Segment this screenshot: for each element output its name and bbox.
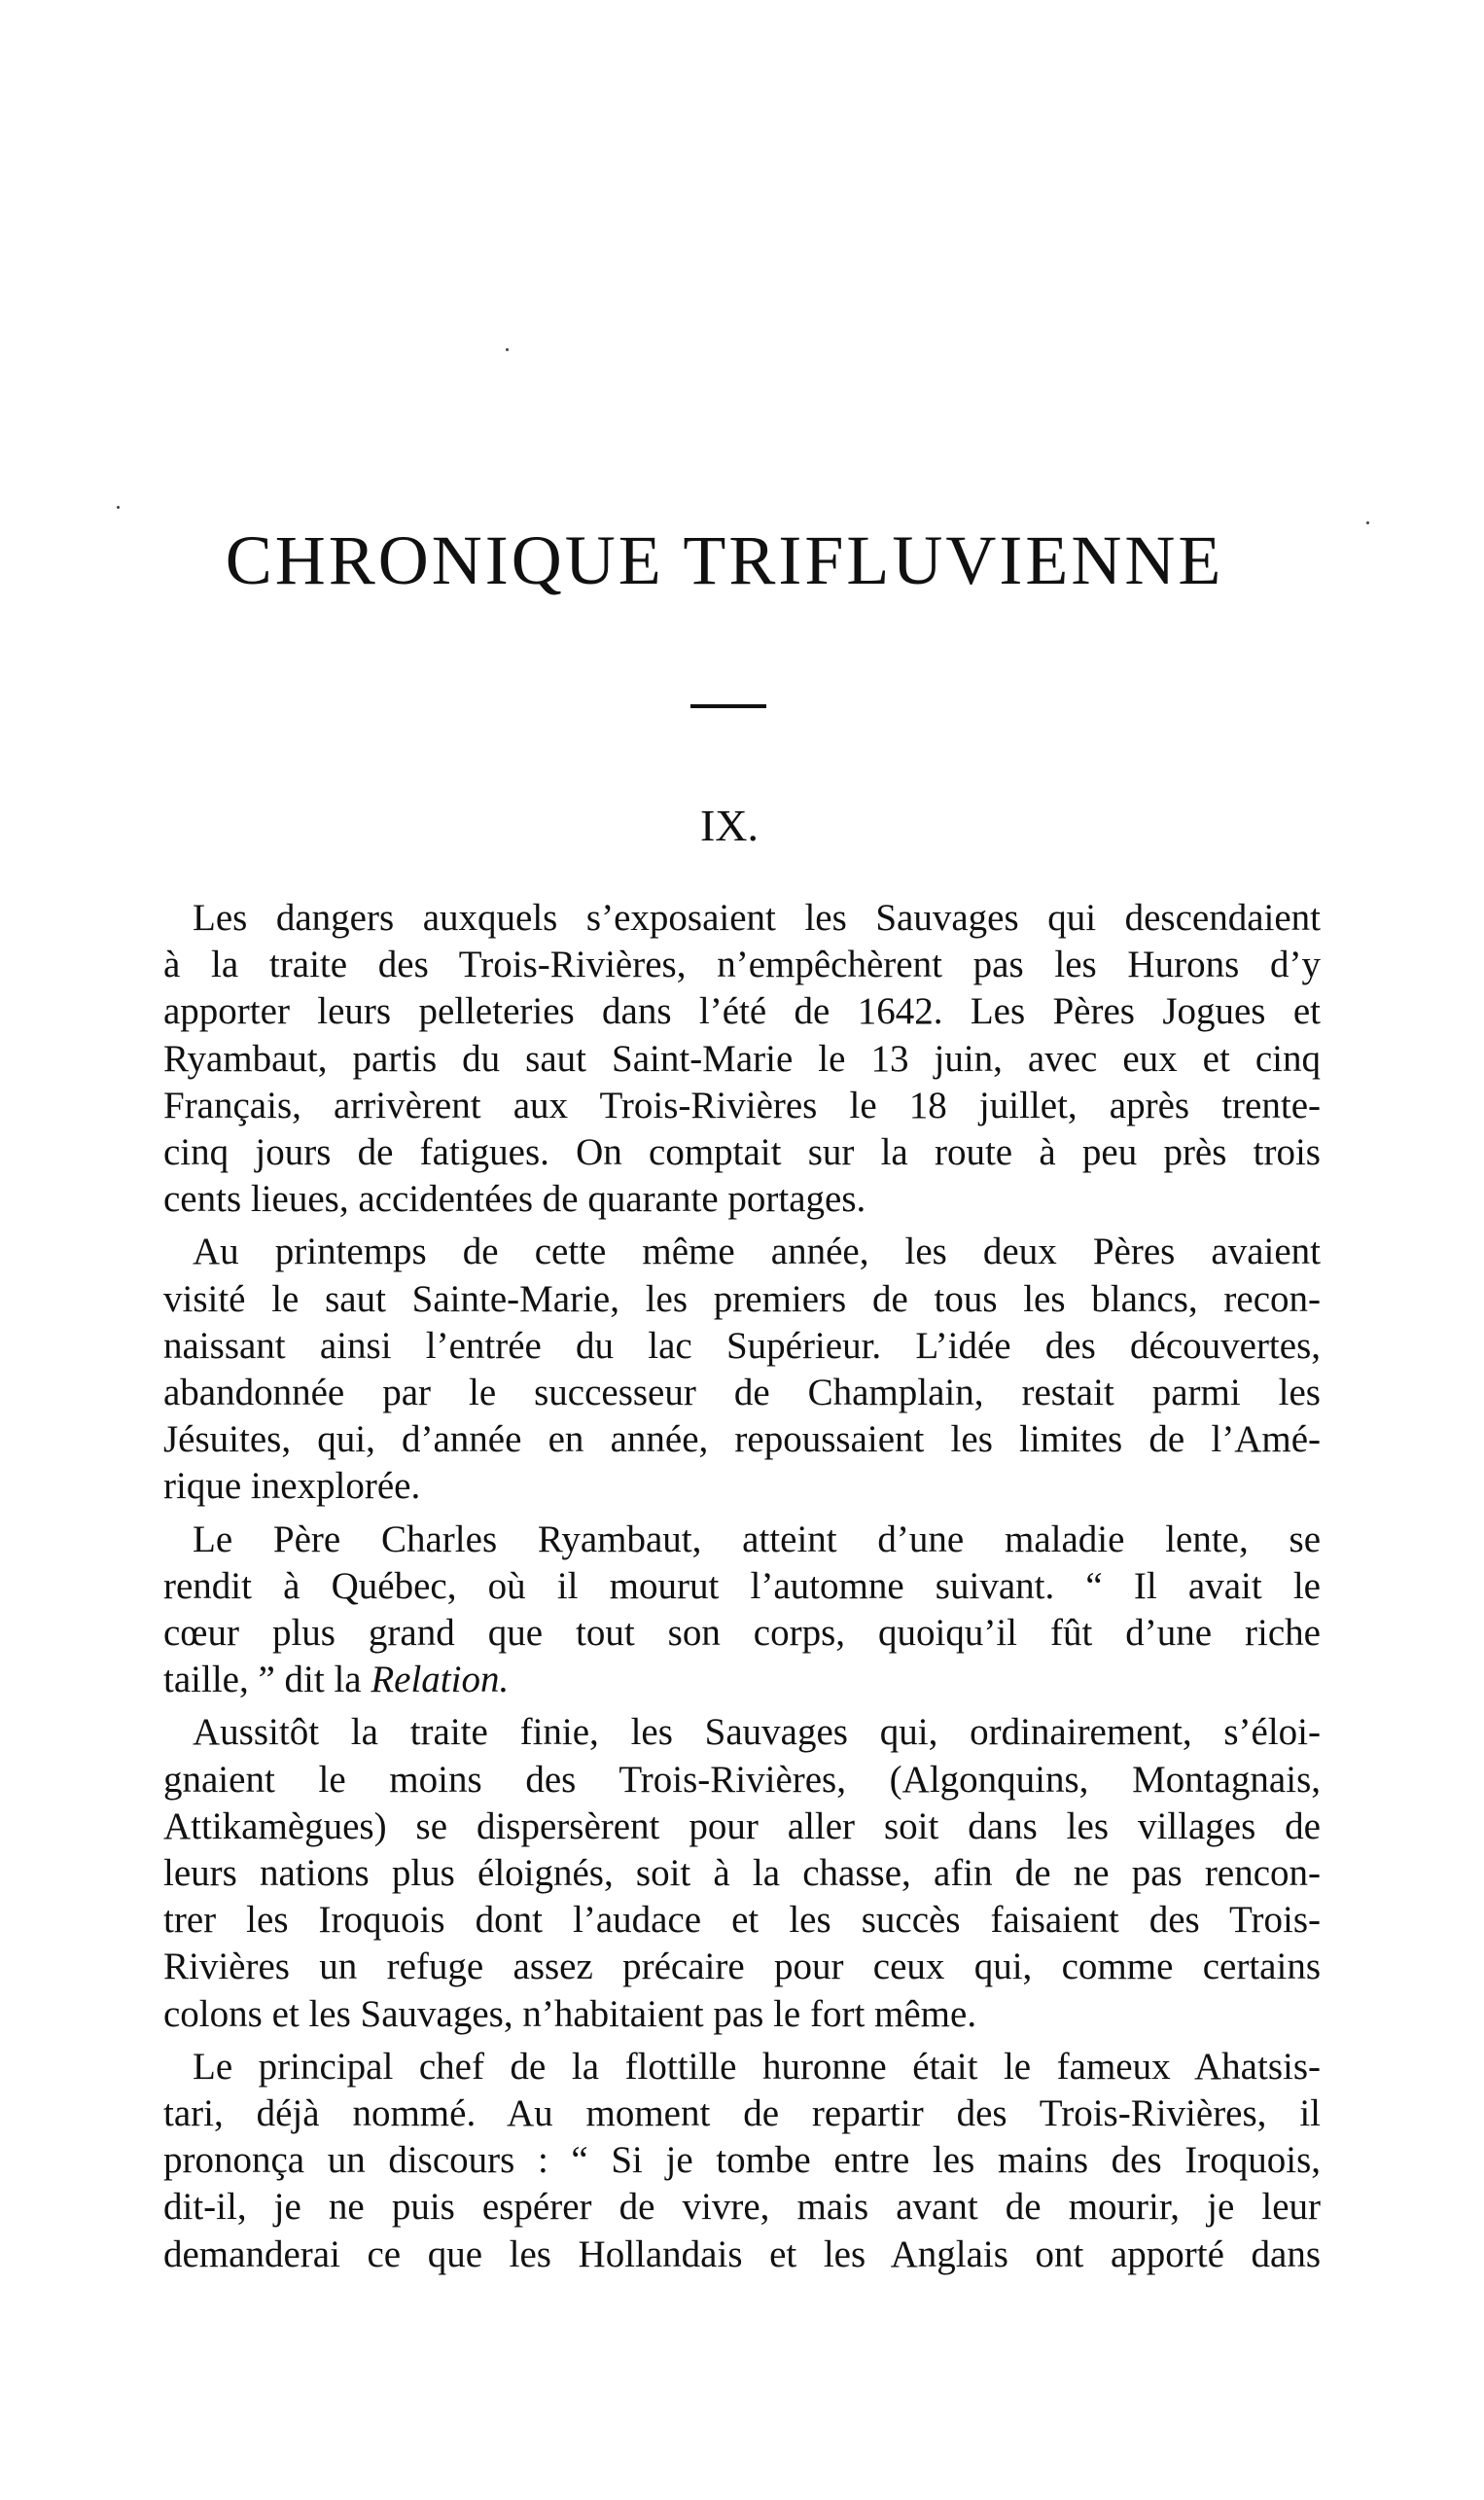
paragraph xyxy=(163,2044,1321,2278)
print-speck xyxy=(1366,521,1369,524)
text-line: demanderai ce que les Hollandais et les Anglais ont apporté dans xyxy=(163,2232,1321,2275)
text-line: colons et les Sauvages, n’habitaient pas le fort même. xyxy=(163,1992,977,2035)
text-line: apporter leurs pelleteries dans l’été de 1642. Les Pères Jogues et xyxy=(163,990,1321,1033)
text-line: trer les Iroquois dont l’audace et les succès faisaient des Trois- xyxy=(163,1899,1321,1942)
paragraph xyxy=(163,1229,1321,1510)
text-line: à la traite des Trois-Rivières, n’empêchèrent pas les Hurons d’y xyxy=(163,944,1321,986)
text-line: dit-il, je ne puis espérer de vivre, mais avant de mourir, je leur xyxy=(163,2186,1321,2229)
print-speck xyxy=(506,348,509,351)
text-line: rendit à Québec, où il mourut l’automne suivant. “ Il avait le xyxy=(163,1564,1321,1607)
text-line: cœur plus grand que tout son corps, quoiqu’il fût d’une riche xyxy=(163,1612,1321,1655)
text-line: Français, arrivèrent aux Trois-Rivières le 18 juillet, après trente- xyxy=(163,1084,1321,1126)
text-line: Au printemps de cette même année, les deux Pères avaient xyxy=(193,1231,1321,1273)
chapter-title: CHRONIQUE TRIFLUVIENNE xyxy=(225,521,1224,599)
text-line: Ryambaut, partis du saut Saint-Marie le 13 juin, avec eux et cinq xyxy=(163,1037,1321,1080)
text-fragment: taille, ” dit la xyxy=(163,1659,371,1701)
relation-citation: Relation. xyxy=(371,1659,510,1701)
text-line: Les dangers auxquels s’exposaient les Sauvages qui descendaient xyxy=(193,897,1321,939)
text-line: tari, déjà nommé. Au moment de repartir des Trois-Rivières, il xyxy=(163,2092,1321,2135)
print-speck xyxy=(117,506,120,509)
text-line: Aussitôt la traite finie, les Sauvages qui, ordinairement, s’éloi- xyxy=(193,1711,1321,1754)
text-line: rique inexplorée. xyxy=(163,1465,421,1508)
text-line: Le Père Charles Ryambaut, atteint d’une maladie lente, se xyxy=(193,1518,1321,1560)
text-line: Rivières un refuge assez précaire pour ceux qui, comme certains xyxy=(163,1946,1321,1988)
paragraph xyxy=(163,1709,1321,2037)
text-line: gnaient le moins des Trois-Rivières, (Algonquins, Montagnais, xyxy=(163,1758,1321,1801)
text-line: cinq jours de fatigues. On comptait sur la route à peu près trois xyxy=(163,1131,1321,1174)
text-line xyxy=(163,1657,1321,1703)
text-line: abandonnée par le successeur de Champlain, restait parmi les xyxy=(163,1372,1321,1414)
section-number: IX. xyxy=(699,801,760,850)
text-line: cents lieues, accidentées de quarante portages. xyxy=(163,1178,866,1221)
paragraph xyxy=(163,1517,1321,1704)
text-line: prononça un discours : “ Si je tombe entre les mains des Iroquois, xyxy=(163,2139,1321,2182)
title-rule xyxy=(690,704,766,708)
text-line: visité le saut Sainte-Marie, les premiers de tous les blancs, recon- xyxy=(163,1277,1321,1320)
body-text xyxy=(163,895,1321,2284)
text-line: Jésuites, qui, d’année en année, repoussaient les limites de l’Amé- xyxy=(163,1418,1321,1461)
text-line: leurs nations plus éloignés, soit à la chasse, afin de ne pas rencon- xyxy=(163,1852,1321,1895)
text-line: naissant ainsi l’entrée du lac Supérieur. L’idée des découvertes, xyxy=(163,1324,1321,1367)
text-line: Le principal chef de la flottille huronne était le fameux Ahatsis- xyxy=(193,2045,1321,2088)
text-line: Attikamègues) se dispersèrent pour aller soit dans les villages de xyxy=(163,1804,1321,1847)
paragraph xyxy=(163,895,1321,1223)
